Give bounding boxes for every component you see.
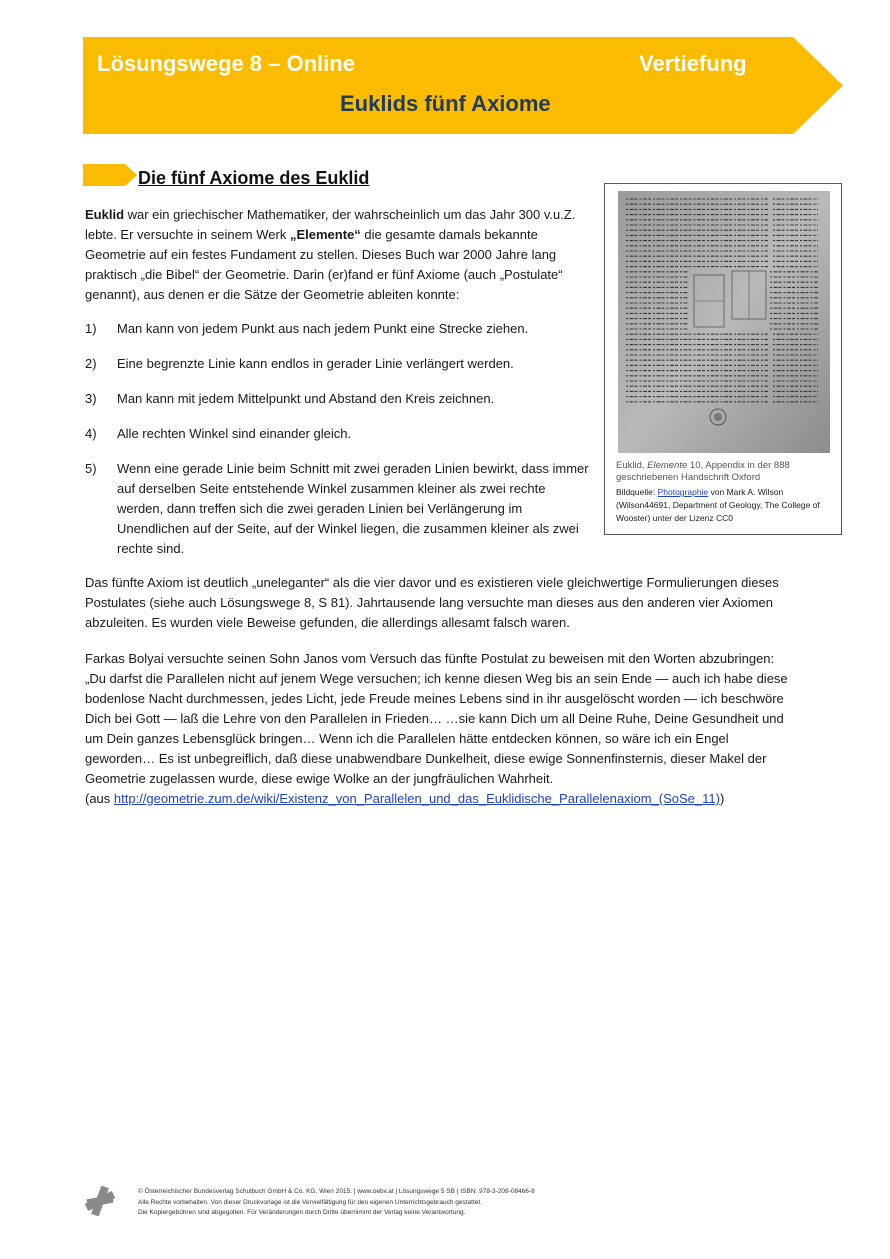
publisher-logo-icon (85, 1186, 115, 1216)
section-title: Die fünf Axiome des Euklid (138, 168, 370, 188)
manuscript-figure (604, 183, 842, 535)
series-title: Lösungswege 8 – Online (97, 51, 355, 76)
bolyai-intro: Farkas Bolyai versuchte seinen Sohn Janos vom Versuch das fünfte Postulat zu beweisen mit den Worten abzubringen: (85, 651, 775, 666)
axiom-number: 1) (85, 321, 97, 336)
footer-copyright (138, 1187, 535, 1219)
section-arrow-icon (83, 164, 137, 186)
category-label: Vertiefung (639, 51, 747, 76)
paragraph-bolyai (85, 649, 795, 809)
axiom-text: Man kann von jedem Punkt aus nach jedem Punkt eine Strecke ziehen. (117, 321, 529, 336)
credit-rest: von Mark A. Wilson (Wilson44691, Department of Geology, The College of Wooster) unter der Lizenz CC0 (616, 487, 820, 523)
axiom-text: Man kann mit jedem Mittelpunkt und Abstand den Kreis zeichnen. (117, 391, 495, 406)
axiom-text: Alle rechten Winkel sind einander gleich. (117, 426, 352, 441)
header-banner (83, 37, 843, 134)
footer-line: Die Kopiergebühren sind abgegolten. Für Veränderungen durch Dritte übernimmt der Verlag keine Verantwortung. (138, 1209, 466, 1216)
intro-paragraph (85, 205, 590, 305)
photo-credit-link[interactable]: Photographie (657, 487, 709, 497)
axiom-number: 4) (85, 426, 97, 441)
axiom-text: Wenn eine gerade Linie beim Schnitt mit zwei geraden Linien bewirkt, dass immer auf derselben Seite entstehende Winkel zusammen kleiner als zwei rechte werden, dann treffen sich die zwei geraden Linien bei Verlängerung im Unendlichen auf der Seite, auf der Winkel liegen, die zusammen kleiner als zwei rechte sind. (117, 461, 589, 556)
axiom-text: Eine begrenzte Linie kann endlos in gerader Linie verlängert werden. (117, 356, 514, 371)
quote-source (85, 789, 795, 809)
source-suffix: ) (719, 791, 725, 806)
bolyai-quote: „Du darfst die Parallelen nicht auf jenem Wege versuchen; ich kenne diesen Weg bis an sein Ende — auch ich habe diese bodenlose Nacht durchmessen, jedes Licht, jede Freude meines Lebens sind in ihr ausgelöscht worden — ich beschwöre Dich bei Gott — laß die Lehre von den Parallelen in Frieden… …sie kann Dich um all Deine Ruhe, Deine Gesundheit und um Dein ganzes Lebensglück bringen… Wenn ich die Parallelen hätte entdecken können, so wäre ich ein Engel geworden… Es ist unbegreiflich, daß diese unabwendbare Dunkelheit, diese ewige Sonnenfinsternis, dieser Makel der Geometrie zugelassen wurde, diese ewige Wolke an der jungfräulichen Wahrheit. (85, 671, 788, 786)
intro-text-b: die gesamte damals bekannte Geometrie auf ein festes Fundament zu stellen. Dieses Buch war 2000 Jahre lang praktisch „die Bibel“ der Geometrie. Darin (er)fand er fünf Axiome (auch „Postulate“ genannt), aus denen er die Sätze der Geometrie ableiten konnte: (85, 227, 563, 302)
manuscript-image (618, 191, 830, 453)
figure-caption (616, 460, 836, 484)
footer-line: Alle Rechte vorbehalten. Von dieser Druckvorlage ist die Vervielfältigung für den eigenen Unterrichtsgebrauch gestattet. (138, 1198, 482, 1206)
elemente-title: „Elemente“ (289, 227, 361, 242)
euklid-name: Euklid (85, 207, 125, 222)
axiom-number: 5) (85, 461, 97, 476)
credit-prefix: Bildquelle: (616, 487, 658, 497)
paragraph-fifth-axiom: Das fünfte Axiom ist deutlich „uneleganter“ als die vier davor und es existieren viele gleichwertige Formulierungen dieses Postulates (siehe auch Lösungswege 8, S 81). Jahrtausende lang versuchte man dieses aus den anderen vier Axiomen abzuleiten. Es wurden viele Beweise gefunden, die allerdings allesamt falsch waren. (85, 575, 779, 630)
footer-line: © Österreichischer Bundesverlag Schulbuch GmbH & Co. KG, Wien 2015. | www.oebv.at | Lösungswege 5 SB | ISBN: 978-3-209-08466-8 (138, 1188, 535, 1195)
figure-credit (616, 486, 836, 525)
intro-text-a: war ein griechischer Mathematiker, der wahrscheinlich um das Jahr 300 v.u.Z. lebte. Er versuchte in seinem Werk (85, 207, 576, 242)
source-link[interactable]: http://geometrie.zum.de/wiki/Existenz_von_Parallelen_und_das_Euklidische_Parallelenaxiom_(SoSe_11) (113, 791, 720, 806)
caption-text-b: 10, Appendix in der 888 geschriebenen Handschrift Oxford (616, 460, 790, 483)
caption-italic: Elemente (647, 460, 688, 471)
source-prefix: (aus (85, 791, 114, 806)
caption-text-a: Euklid, (616, 460, 648, 471)
axiom-number: 2) (85, 356, 97, 371)
axiom-number: 3) (85, 391, 97, 406)
topic-title: Euklids fünf Axiome (340, 91, 551, 116)
